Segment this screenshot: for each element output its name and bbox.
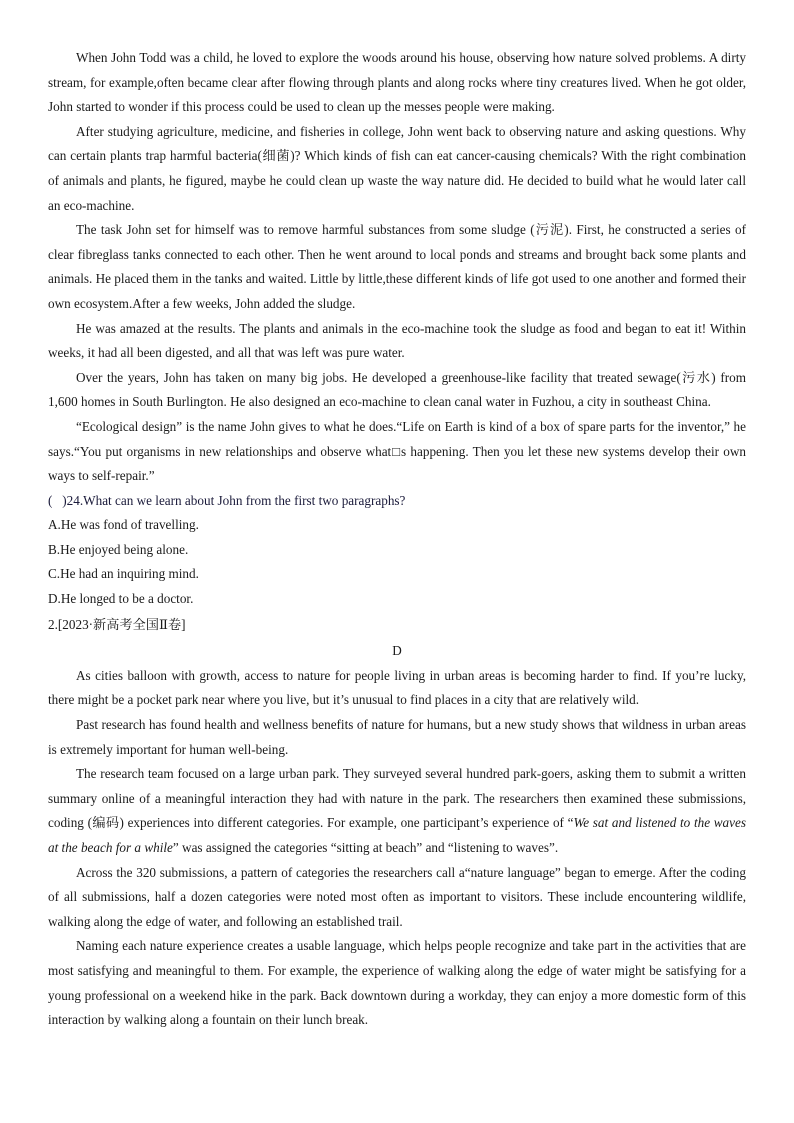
text-run: ” was assigned the categories “sitting at beach” and “listening to waves”. bbox=[172, 840, 559, 855]
paragraph: He was amazed at the results. The plants and animals in the eco-machine took the sludge as food and began to eat it! Within weeks, it had all been digested, and all that was left was pure water. bbox=[48, 320, 746, 361]
paragraph: “Ecological design” is the name John gives to what he does.“Life on Earth is kind of a box of spare parts for the inventor,” he says.“You put organisms in new relationships and observe what□s happening. Then you let these new systems develop their own ways to self-repair.” bbox=[48, 418, 746, 484]
document-page bbox=[48, 46, 746, 1033]
paragraph: When John Todd was a child, he loved to explore the woods around his house, observing how nature solved problems. A dirty stream, for example,often became clear after flowing through plants and along rocks where tiny creatures lived. When he got older, John started to wonder if this process could be used to clean up the messes people were making. bbox=[48, 50, 746, 115]
italic-quote: We sat and listened to the waves at the beach for a while bbox=[48, 815, 746, 855]
option-b: B.He enjoyed being alone. bbox=[48, 541, 189, 557]
option-a: A.He was fond of travelling. bbox=[48, 517, 199, 533]
paragraph: Naming each nature experience creates a usable language, which helps people recognize and take part in the activities that are most satisfying and meaningful to them. For example, the experience of walking along the edge of water might be satisfying for a young professional on a weekend hike in the park. Back downtown during a workday, they can enjoy a more domestic form of this interaction by walking along a fountain on their lunch break. bbox=[48, 938, 746, 1028]
paragraph bbox=[48, 762, 746, 860]
paragraph: Across the 320 submissions, a pattern of categories the researchers call a“nature language” began to emerge. After the coding of all submissions, half a dozen categories were noted most often as important to visitors. These include encountering wildlife, walking along the edge of water, and following an established trail. bbox=[48, 864, 746, 929]
option-d: D.He longed to be a doctor. bbox=[48, 591, 194, 607]
source-label: 2.[2023·新高考全国Ⅱ卷] bbox=[48, 616, 186, 632]
question-24: ( )24.What can we learn about John from the first two paragraphs? bbox=[48, 492, 406, 508]
option-c: C.He had an inquiring mind. bbox=[48, 566, 199, 582]
paragraph: After studying agriculture, medicine, and fisheries in college, John went back to observing nature and asking questions. Why can certain plants trap harmful bacteria(细菌)? Which kinds of fish can eat cancer-causing chemicals? With the right combination of animals and plants, he figured, maybe he could clean up waste the way nature did. He decided to build what he would later call an eco-machine. bbox=[48, 123, 746, 213]
paragraph: The task John set for himself was to remove harmful substances from some sludge (污泥). First, he constructed a series of clear fibreglass tanks connected to each other. Then he went around to local ponds and streams and brought back some plants and animals. He placed them in the tanks and waited. Little by little,these different kinds of life got used to one another and formed their own ecosystem.After a few weeks, John added the sludge. bbox=[48, 222, 746, 311]
section-letter: D bbox=[392, 643, 402, 659]
text-run: The research team focused on a large urban park. They surveyed several hundred park-goers, asking them to submit a written summary online of a meaningful interaction they had with nature in the park. The researchers then examined these submissions, coding (编码) experiences into different categories. For example, one participant’s experience of “ bbox=[48, 766, 746, 831]
paragraph: Past research has found health and wellness benefits of nature for humans, but a new study shows that wildness in urban areas is extremely important for human well-being. bbox=[48, 717, 746, 757]
paragraph: As cities balloon with growth, access to nature for people living in urban areas is becoming harder to find. If you’re lucky, there might be a pocket park near where you live, but it’s unusual to find places in a city that are relatively wild. bbox=[48, 667, 746, 708]
paragraph: Over the years, John has taken on many big jobs. He developed a greenhouse-like facility that treated sewage(污水) from 1,600 homes in South Burlington. He also designed an eco-machine to clean canal water in Fuzhou, a city in southeast China. bbox=[48, 369, 746, 410]
